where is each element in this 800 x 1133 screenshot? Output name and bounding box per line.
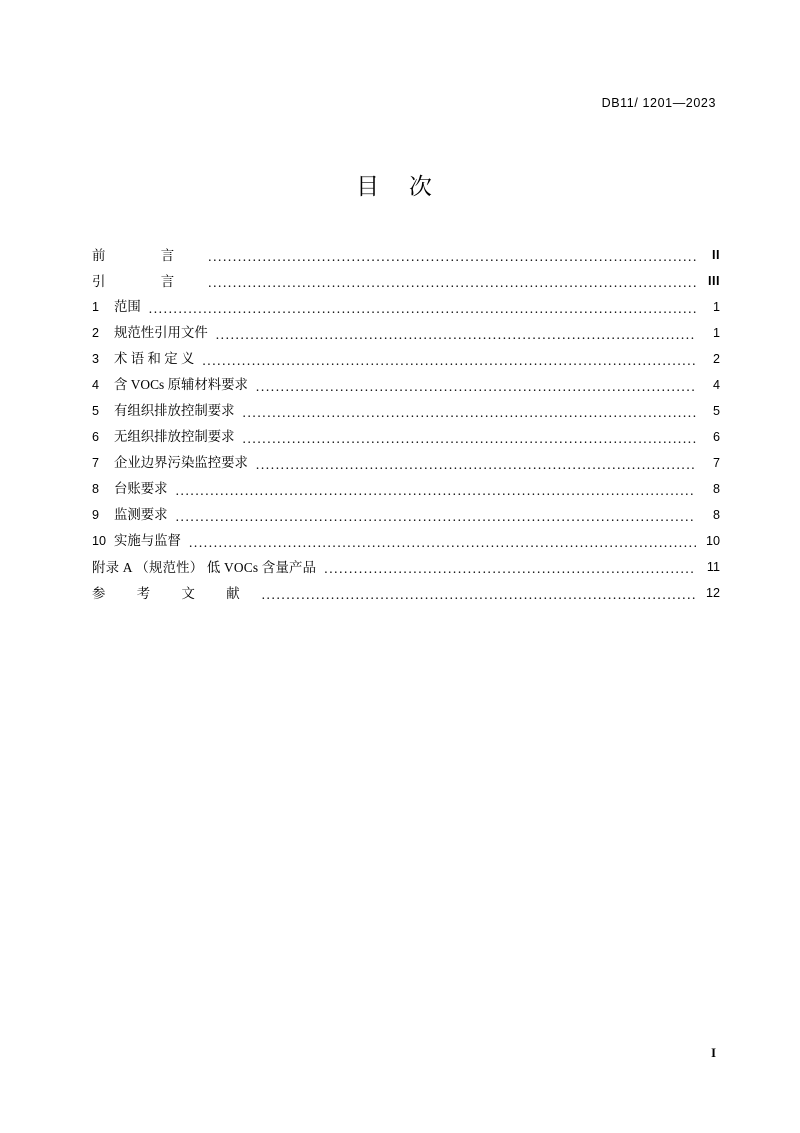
toc-entry-number: 2 [92, 326, 100, 341]
toc-leader-dots [149, 301, 696, 314]
toc-entry-appendix[interactable] [92, 548, 720, 574]
toc-leader-dots [243, 431, 696, 444]
toc-entry[interactable] [92, 366, 720, 392]
toc-entry-label: 企业边界污染监控要求 [114, 455, 248, 471]
toc-entry-number: 3 [92, 352, 100, 367]
toc-entry-label: 附录 A （规范性） 低 VOCs 含量产品 [92, 559, 317, 575]
toc-entry[interactable] [92, 236, 720, 262]
toc-entry-page: 11 [706, 560, 720, 575]
toc-entry-number: 5 [92, 404, 100, 419]
toc-entry-label: 含 VOCs 原辅材料要求 [114, 377, 248, 393]
toc-entry-label: 前 言 [92, 247, 201, 263]
toc-entry[interactable] [92, 522, 720, 548]
toc-entry-page: III [708, 274, 720, 289]
toc-entry-number: 1 [92, 300, 100, 315]
toc-leader-dots [189, 535, 696, 548]
toc-leader-dots [176, 483, 696, 496]
toc-entry-references[interactable] [92, 574, 720, 600]
toc-leader-dots [256, 457, 696, 470]
toc-entry-page: 7 [712, 456, 720, 471]
toc-entry-number: 7 [92, 456, 100, 471]
toc-entry-label: 引 言 [92, 273, 201, 289]
toc-entry-label: 监测要求 [114, 507, 168, 523]
toc-entry-label: 无组织排放控制要求 [114, 429, 235, 445]
toc-entry-page: 10 [705, 534, 720, 549]
toc-leader-dots [243, 405, 696, 418]
toc-entry-label: 参 考 文 献 [92, 585, 254, 601]
toc-entry-page: 1 [712, 300, 720, 315]
toc-entry-page: 1 [712, 326, 720, 341]
toc-entry-page: 8 [712, 508, 720, 523]
toc-entry-page: 4 [712, 378, 720, 393]
toc-leader-dots [176, 509, 696, 522]
toc-entry[interactable] [92, 288, 720, 314]
toc-leader-dots [202, 353, 696, 366]
page-title: 目 次 [356, 174, 444, 199]
toc-entry[interactable] [92, 418, 720, 444]
toc-entry[interactable] [92, 340, 720, 366]
toc-entry-page: 5 [712, 404, 720, 419]
toc-entry-label: 范围 [114, 299, 141, 315]
toc-leader-dots [262, 587, 696, 600]
toc-entry-number: 9 [92, 508, 100, 523]
toc-entry[interactable] [92, 392, 720, 418]
toc-entry-label: 实施与监督 [114, 533, 181, 549]
toc-entry-page: 12 [705, 586, 720, 601]
table-of-contents [92, 236, 720, 600]
toc-entry-page: 8 [712, 482, 720, 497]
toc-leader-dots [324, 561, 696, 574]
toc-entry-page: II [712, 248, 720, 263]
footer-page-number: I [711, 1046, 716, 1060]
toc-entry[interactable] [92, 496, 720, 522]
toc-leader-dots [216, 327, 696, 340]
toc-entry-number: 8 [92, 482, 100, 497]
toc-entry-number: 6 [92, 430, 100, 445]
toc-entry-page: 6 [712, 430, 720, 445]
toc-leader-dots [208, 249, 696, 262]
toc-entry-label: 有组织排放控制要求 [114, 403, 235, 419]
toc-entry-page: 2 [712, 352, 720, 367]
standard-number: DB11/ 1201—2023 [601, 96, 716, 110]
toc-leader-dots [208, 275, 696, 288]
toc-entry[interactable] [92, 444, 720, 470]
toc-entry-label: 术 语 和 定 义 [114, 351, 195, 367]
toc-leader-dots [256, 379, 696, 392]
toc-entry-label: 规范性引用文件 [114, 325, 208, 341]
toc-entry[interactable] [92, 314, 720, 340]
toc-entry-label: 台账要求 [114, 481, 168, 497]
toc-entry-number: 4 [92, 378, 100, 393]
toc-entry[interactable] [92, 470, 720, 496]
toc-entry-number: 10 [92, 534, 107, 549]
toc-entry[interactable] [92, 262, 720, 288]
